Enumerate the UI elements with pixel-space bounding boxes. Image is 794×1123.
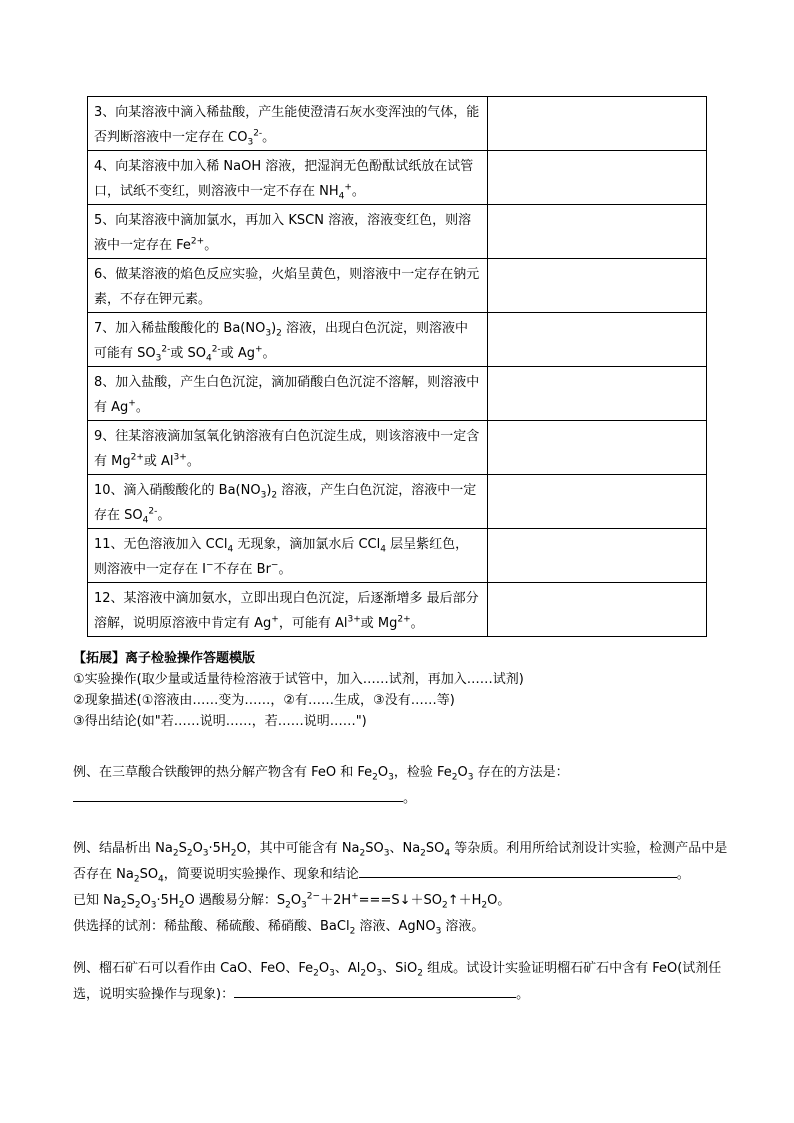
example-2-line-1: 例、结晶析出 $Na_2S_2O_3\cdot 5H_2O$，其中可能含有 $Na_2SO_3$、$Na_2SO_4$ 等杂质。利用所给试剂设计实验，检测产品中是否存在 $Na_2SO_4$，简要说明实验操作、现象和结论 (73, 841, 728, 885)
table-row (88, 313, 707, 367)
example-3 (73, 956, 733, 1008)
example-2 (73, 836, 733, 940)
answer-cell[interactable] (487, 97, 706, 151)
example-1-answer-blank[interactable] (73, 788, 403, 802)
template-step-1: ①实验操作(取少量或适量待检溶液于试管中，加入……试剂，再加入……试剂) (73, 672, 524, 687)
answer-cell[interactable] (487, 259, 706, 313)
statement-cell: 10、滴入硝酸酸化的 $Ba(NO_3)_2$ 溶液，产生白色沉淀，溶液中一定存在 $SO_4^{2-}$。 (88, 475, 488, 529)
example-3-text: 例、榴石矿石可以看作由 CaO、FeO、$Fe_2O_3$、$Al_2O_3$、SiO$_2$ 组成。试设计实验证明榴石矿石中含有 FeO(试剂任选，说明实验操作与现象)： (73, 961, 722, 1002)
table-row (88, 529, 707, 583)
template-step-2: ②现象描述(①溶液由……变为……，②有……生成，③没有……等) (73, 693, 455, 708)
statement-cell: 8、加入盐酸，产生白色沉淀，滴加硝酸白色沉淀不溶解，则溶液中有 Ag+。 (88, 367, 488, 421)
answer-cell[interactable] (487, 313, 706, 367)
example-1 (73, 760, 733, 812)
statement-cell: 5、向某溶液中滴加氯水，再加入 KSCN 溶液，溶液变红色，则溶液中一定存在 $Fe^{2+}$。 (88, 205, 488, 259)
statement-cell: 3、向某溶液中滴入稀盐酸，产生能使澄清石灰水变浑浊的气体，能否判断溶液中一定存在 $CO_3^{2-}$。 (88, 97, 488, 151)
table-row (88, 421, 707, 475)
table-row (88, 367, 707, 421)
example-2-answer-blank[interactable] (359, 864, 677, 878)
example-2-line-2: 已知 $Na_2S_2O_3\cdot 5H_2O$ 遇酸易分解：$S_2O_3^{2-}+2H^+===S↓+SO_2↑+H_2O$。 (73, 891, 511, 911)
table-row (88, 97, 707, 151)
statement-cell: 7、加入稀盐酸酸化的 $Ba(NO_3)_2$ 溶液，出现白色沉淀，则溶液中可能有 $SO_3^{2-}$或 $SO_4^{2-}$或 Ag+。 (88, 313, 488, 367)
table-row (88, 583, 707, 637)
answer-cell[interactable] (487, 151, 706, 205)
answer-cell[interactable] (487, 529, 706, 583)
template-step-3: ③得出结论(如"若……说明……，若……说明……") (73, 714, 367, 729)
example-2-end: 。 (676, 867, 690, 882)
statement-cell: 6、做某溶液的焰色反应实验，火焰呈黄色，则溶液中一定存在钠元素，不存在钾元素。 (88, 259, 488, 313)
example-2-line-3: 供选择的试剂：稀盐酸、稀硫酸、稀硝酸、BaCl$_2$ 溶液、AgNO$_3$ 溶液。 (73, 919, 485, 937)
answer-cell[interactable] (487, 367, 706, 421)
table-row (88, 475, 707, 529)
example-3-answer-blank[interactable] (234, 984, 516, 998)
answer-cell[interactable] (487, 421, 706, 475)
statement-cell: 12、某溶液中滴加氨水，立即出现白色沉淀，后逐渐增多 最后部分溶解，说明原溶液中肯定有 Ag+，可能有 $Al^{3+}$或 $Mg^{2+}$。 (88, 583, 488, 637)
statement-cell: 4、向某溶液中加入稀 NaOH 溶液，把湿润无色酚酞试纸放在试管口，试纸不变红，则溶液中一定不存在 $NH_4^+$。 (88, 151, 488, 205)
table-row (88, 205, 707, 259)
statement-cell: 11、无色溶液加入 CCl$_4$ 无现象，滴加氯水后 CCl$_4$ 层呈紫红色，则溶液中一定存在 I−不存在 Br−。 (88, 529, 488, 583)
table-row (88, 259, 707, 313)
answer-cell[interactable] (487, 205, 706, 259)
template-heading: 【拓展】离子检验操作答题模版 (73, 651, 256, 666)
example-3-end: 。 (516, 987, 530, 1002)
table-row (88, 151, 707, 205)
judgment-table (87, 96, 707, 637)
answer-cell[interactable] (487, 475, 706, 529)
example-1-end: 。 (403, 791, 417, 806)
answer-cell[interactable] (487, 583, 706, 637)
statement-cell: 9、往某溶液滴加氢氧化钠溶液有白色沉淀生成，则该溶液中一定含有 $Mg^{2+}$或 $Al^{3+}$。 (88, 421, 488, 475)
example-1-text: 例、在三草酸合铁酸钾的热分解产物含有 FeO 和 $Fe_2O_3$，检验 $Fe_2O_3$ 存在的方法是： (73, 765, 569, 783)
